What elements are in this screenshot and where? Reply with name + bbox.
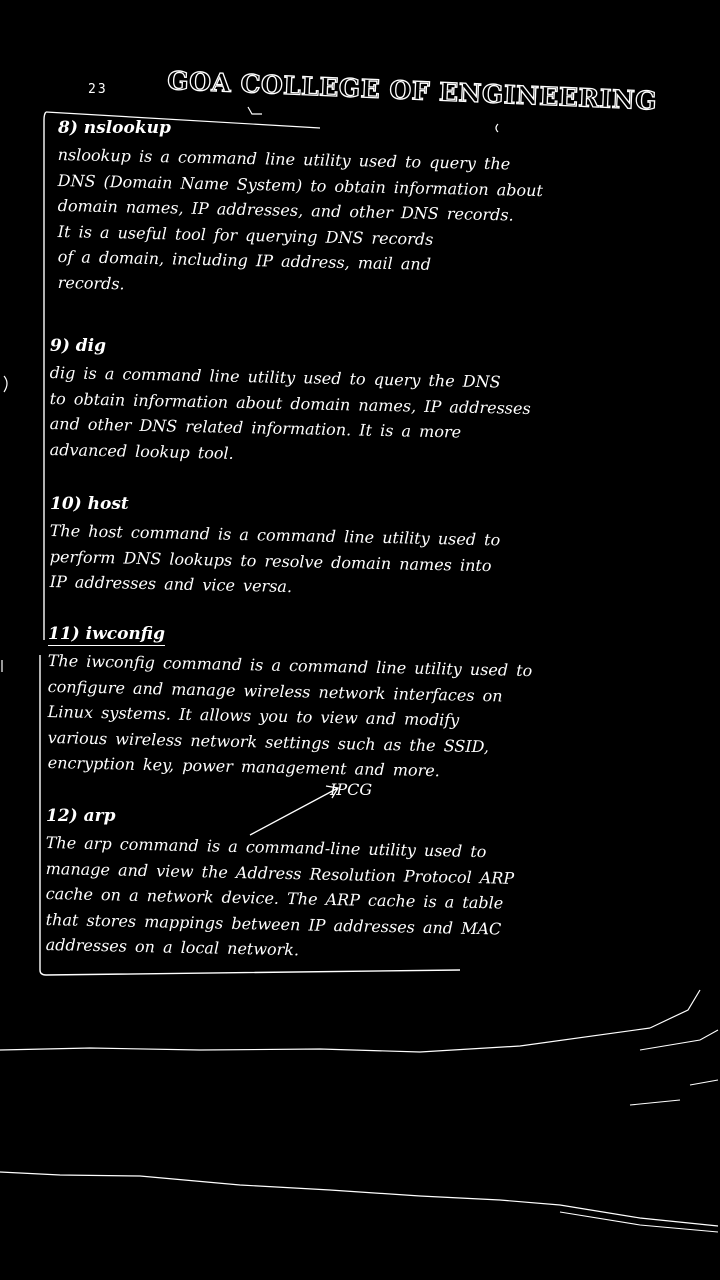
section-line: manage and view the Address Resolution Protocol ARP bbox=[45, 858, 515, 888]
section-line: records. bbox=[57, 272, 125, 293]
section-arp bbox=[46, 806, 676, 958]
section-line: The host command is a command line utility used to bbox=[49, 520, 501, 550]
section-title: 10) host bbox=[50, 494, 129, 514]
section-line: and other DNS related information. It is a more bbox=[49, 413, 462, 442]
section-line: The arp command is a command-line utility used to bbox=[45, 832, 487, 862]
page-number: 23 bbox=[88, 82, 108, 97]
college-name-heading: GOA COLLEGE OF ENGINEERING bbox=[166, 66, 658, 116]
section-line: cache on a network device. The ARP cache is a table bbox=[45, 883, 504, 913]
section-iwconfig bbox=[47, 624, 673, 781]
section-line: encryption key, power management and more. bbox=[47, 752, 441, 781]
section-line: The iwconfig command is a command line utility used to bbox=[47, 650, 533, 681]
section-title: 9) dig bbox=[50, 336, 107, 356]
section-line: It is a useful tool for querying DNS records bbox=[57, 221, 434, 249]
section-host bbox=[50, 494, 670, 595]
section-line: advanced lookup tool. bbox=[49, 439, 234, 463]
section-line: DNS (Domain Name System) to obtain information about bbox=[57, 170, 544, 200]
section-nslookup bbox=[58, 118, 668, 295]
section-line: domain names, IP addresses, and other DNS records. bbox=[57, 195, 514, 225]
section-line: Linux systems. It allows you to view and modify bbox=[47, 701, 460, 730]
section-title: 12) arp bbox=[46, 806, 116, 826]
section-line: of a domain, including IP address, mail and bbox=[57, 246, 432, 274]
section-line: nslookup is a command line utility used to query the bbox=[57, 144, 511, 174]
section-line: IP addresses and vice versa. bbox=[49, 571, 293, 597]
section-line: to obtain information about domain names, IP addresses bbox=[49, 388, 531, 418]
margin-annotation: IPCG bbox=[330, 780, 373, 799]
section-line: dig is a command line utility used to query the DNS bbox=[49, 362, 501, 392]
section-title: 8) nslookup bbox=[58, 118, 171, 138]
section-line: addresses on a local network. bbox=[45, 934, 300, 960]
section-dig bbox=[50, 336, 670, 462]
section-title: 11) iwconfig bbox=[48, 624, 166, 644]
section-line: various wireless network settings such as the SSID, bbox=[47, 727, 490, 756]
section-line: configure and manage wireless network interfaces on bbox=[47, 676, 503, 706]
section-line: perform DNS lookups to resolve domain names into bbox=[49, 546, 492, 575]
section-line: that stores mappings between IP addresses and MAC bbox=[45, 909, 502, 939]
